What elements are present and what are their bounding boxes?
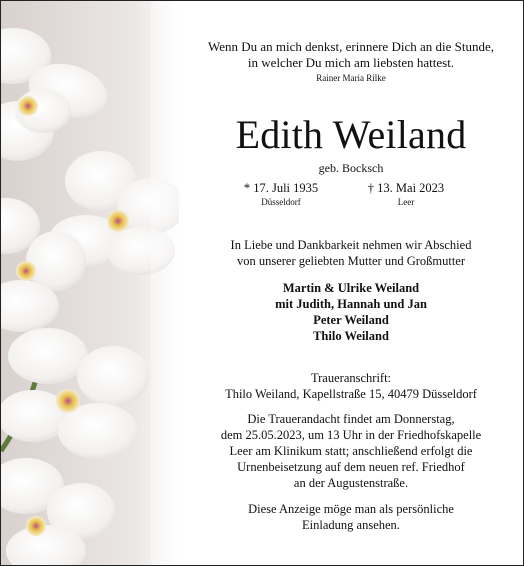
mourner-name: Thilo Weiland [313,329,389,343]
service-line: Die Trauerandacht findet am Donnerstag, [247,412,455,426]
poem-line: Wenn Du an mich denkst, erinnere Dich an die Stunde, [208,39,494,54]
mourner-name: mit Judith, Hannah und Jan [275,297,427,311]
deceased-name: Edith Weiland [235,112,467,157]
service-line: Leer am Klinikum statt; anschließend erfolgt die [229,444,473,458]
birth-info [221,181,341,208]
poem-author: Rainer Maria Rilke [316,73,386,83]
death-place: Leer [397,197,415,207]
poem-quote [179,39,523,71]
death-info [346,181,466,208]
mourners-list [179,280,523,344]
farewell-line: von unserer geliebten Mutter und Großmutter [236,254,466,268]
birth-date: * 17. Juli 1935 [243,181,319,195]
funeral-service-info [179,411,523,491]
closing-note [179,501,523,533]
service-line: an der Augustenstraße. [293,476,409,490]
service-line: Urnenbeisetzung auf dem neuen ref. Friedhof [237,460,465,474]
notice-text-area [179,1,523,565]
birth-place: Düsseldorf [261,197,301,207]
farewell-line: In Liebe und Dankbarkeit nehmen wir Abschied [230,238,472,252]
condolence-address-label: Traueranschrift: [310,371,392,385]
maiden-name: geb. Bocksch [318,161,384,175]
poem-line: in welcher Du mich am liebsten hattest. [247,55,455,70]
death-date: † 13. Mai 2023 [367,181,445,195]
closing-line: Diese Anzeige möge man als persönliche [248,502,454,516]
mourner-name: Martin & Ulrike Weiland [282,281,420,295]
mourner-name: Peter Weiland [313,313,389,327]
farewell-text [179,237,523,269]
life-dates [179,181,523,211]
orchid-image [1,1,179,565]
condolence-address: Thilo Weiland, Kapellstraße 15, 40479 Düsseldorf [225,387,477,401]
service-line: dem 25.05.2023, um 13 Uhr in der Friedhofskapelle [220,428,482,442]
closing-line: Einladung ansehen. [302,518,400,532]
